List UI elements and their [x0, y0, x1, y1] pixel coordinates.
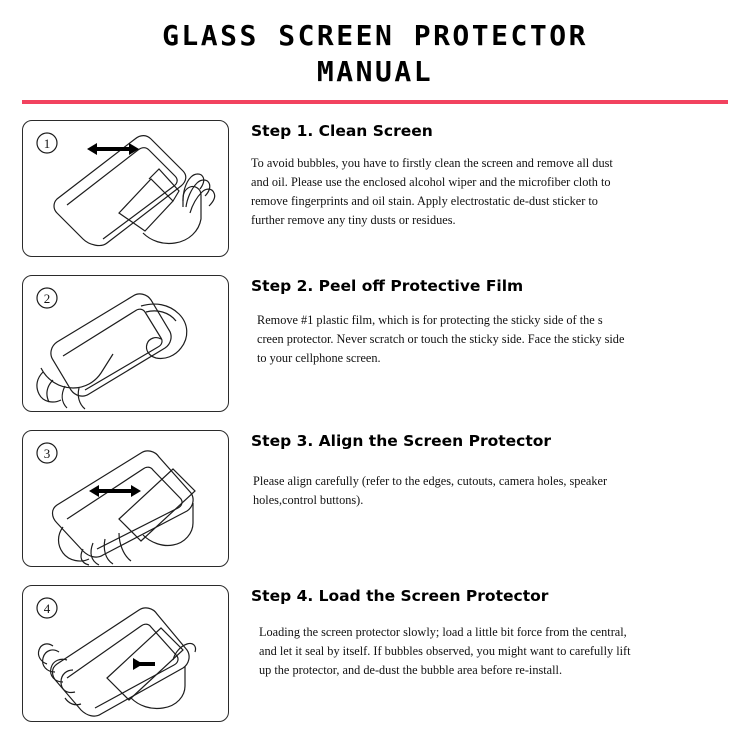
step-number-4: 4 [43, 600, 51, 616]
step-text-4 [229, 585, 728, 680]
step-body-4: Loading the screen protector slowly; load a little bit force from the central, and let it seal by itself. If bubbles observed, you might want to carefully lift up the protector, and de-dust the bubble area before re-install. [259, 624, 631, 677]
document-header [0, 0, 750, 90]
step-text-3 [229, 430, 728, 510]
step-item-3 [22, 430, 728, 567]
step-title-4: Step 4. Load the Screen Protector [251, 586, 549, 605]
step-body-2: Remove #1 plastic film, which is for protecting the sticky side of the s creen protector. Never scratch or touch the sticky side. Face the sticky side to your cellphone screen. [257, 312, 625, 365]
clean-screen-illustration [22, 120, 229, 257]
step-title-3: Step 3. Align the Screen Protector [251, 431, 552, 450]
peel-film-illustration [22, 275, 229, 412]
load-protector-illustration [22, 585, 229, 722]
step-body-3: Please align carefully (refer to the edges, cutouts, camera holes, speaker holes,control buttons). [253, 473, 608, 507]
step-number-1: 1 [43, 135, 51, 151]
step-number-3: 3 [43, 445, 51, 461]
step-number-2: 2 [43, 290, 51, 306]
step-title-2: Step 2. Peel off Protective Film [251, 276, 524, 295]
step-item-4 [22, 585, 728, 722]
step-text-1 [229, 120, 728, 230]
step-body-1: To avoid bubbles, you have to firstly clean the screen and remove all dust and oil. Please use the enclosed alcohol wiper and the microfiber cloth to remove fingerprints and oil stain. Apply electrostatic de-dust sticker to further remove any tiny dusts or residues. [251, 155, 613, 227]
step-title-1: Step 1. Clean Screen [251, 121, 433, 140]
step-item-1 [22, 120, 728, 257]
step-item-2 [22, 275, 728, 412]
step-text-2 [229, 275, 728, 368]
page-title-line-2: MANUAL [316, 54, 434, 88]
align-protector-illustration [22, 430, 229, 567]
steps-list [0, 104, 750, 722]
page-title-line-1: GLASS SCREEN PROTECTOR [162, 19, 588, 52]
